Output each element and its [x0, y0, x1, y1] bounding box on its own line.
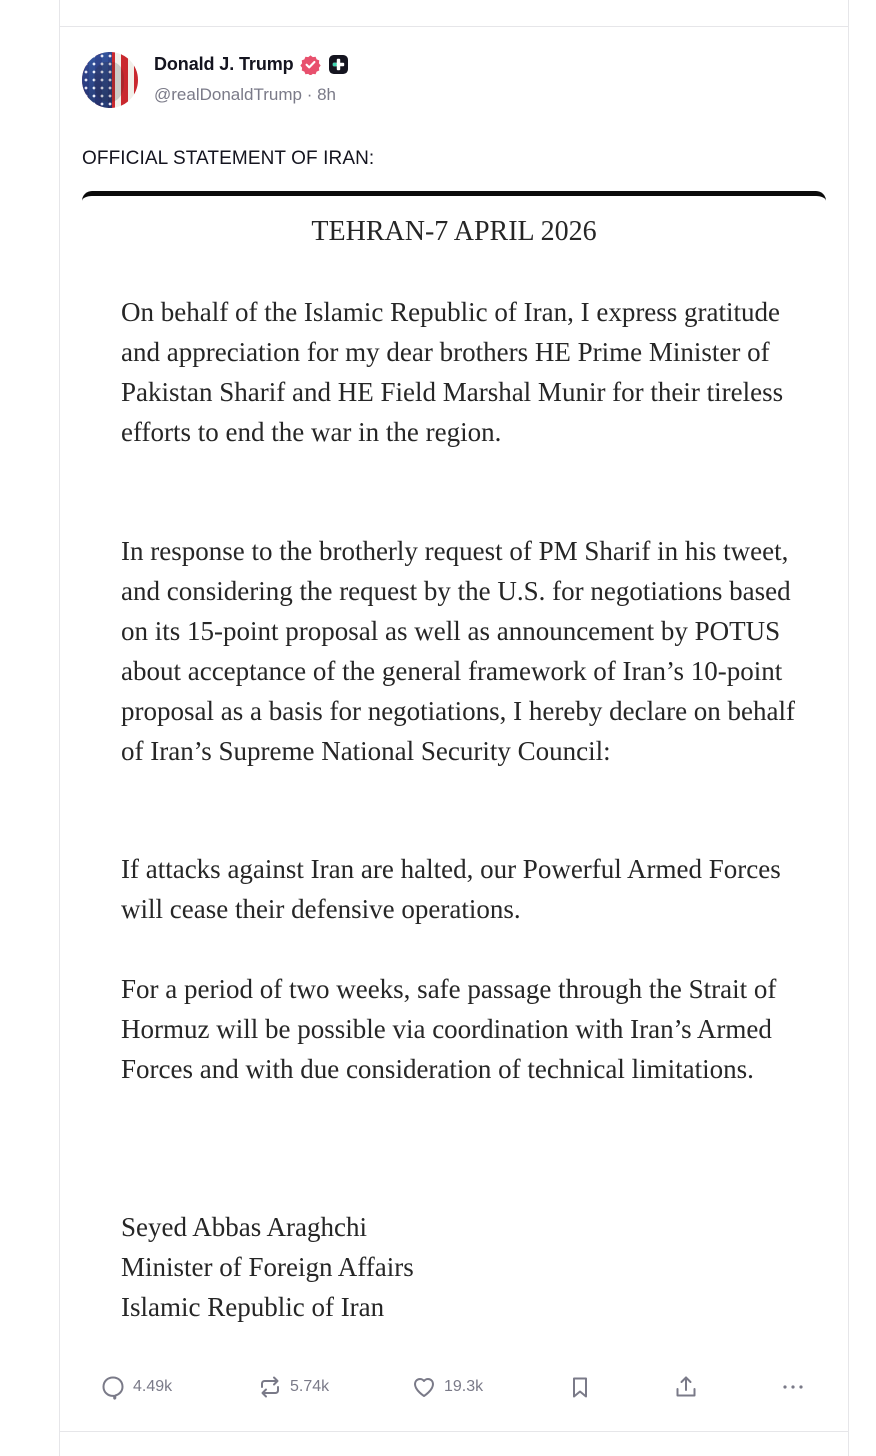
author-handle[interactable]: @realDonaldTrump: [154, 85, 302, 104]
post-text: OFFICIAL STATEMENT OF IRAN:: [82, 148, 375, 169]
reply-button[interactable]: [100, 1369, 172, 1405]
reply-icon: [100, 1374, 126, 1400]
statement-signature: [121, 1207, 414, 1327]
plus-badge-icon: [329, 55, 348, 74]
reply-count: 4.49k: [133, 1378, 173, 1395]
like-button[interactable]: [411, 1369, 483, 1405]
like-count: 19.3k: [444, 1378, 484, 1395]
share-icon: [673, 1374, 699, 1400]
repost-count: 5.74k: [290, 1378, 330, 1395]
more-options-button[interactable]: [780, 1369, 806, 1405]
share-button[interactable]: [673, 1369, 699, 1405]
signatory-name: Seyed Abbas Araghchi: [121, 1212, 367, 1242]
more-icon: [780, 1374, 806, 1400]
feed-column: [59, 0, 849, 1456]
heart-icon: [411, 1374, 437, 1400]
statement-paragraph: In response to the brotherly request of PM Sharif in his tweet, and considering the request by the U.S. for negotiations based on its 15-point proposal as well as announcement by POTUS about acceptance of the general framework of Iran’s 10-point proposal as a basis for negotiations, I hereby declare on behalf of Iran’s Supreme National Security Council:: [121, 536, 796, 766]
repost-button[interactable]: [257, 1369, 329, 1405]
author-name-row: [154, 53, 348, 75]
post-timestamp[interactable]: 8h: [317, 85, 337, 104]
signatory-title: Minister of Foreign Affairs: [121, 1252, 414, 1282]
bookmark-icon: [567, 1374, 593, 1400]
avatar[interactable]: [82, 52, 138, 108]
statement-paragraph: If attacks against Iran are halted, our Powerful Armed Forces will cease their defensive operations.: [121, 854, 781, 924]
statement-paragraph: On behalf of the Islamic Republic of Iran, I express gratitude and appreciation for my dear brothers HE Prime Minister of Pakistan Sharif and HE Field Marshal Munir for their tireless efforts to end the war in the region.: [121, 297, 784, 447]
post[interactable]: [60, 27, 848, 1431]
statement-paragraph: For a period of two weeks, safe passage through the Strait of Hormuz will be possible via coordination with Iran’s Armed Forces and with due consideration of technical limitations.: [121, 974, 777, 1084]
repost-icon: [257, 1374, 283, 1400]
statement-date-line: TEHRAN-7 APRIL 2026: [311, 216, 597, 247]
post-media-image[interactable]: [82, 191, 826, 1351]
separator: ·: [306, 85, 318, 104]
author-handle-row: [154, 85, 336, 105]
post-divider-bottom: [60, 1431, 848, 1432]
bookmark-button[interactable]: [567, 1369, 593, 1405]
author-display-name[interactable]: Donald J. Trump: [154, 53, 294, 74]
verified-badge-icon: [300, 54, 321, 75]
post-actions-bar: [60, 1369, 848, 1405]
signatory-country: Islamic Republic of Iran: [121, 1292, 385, 1322]
